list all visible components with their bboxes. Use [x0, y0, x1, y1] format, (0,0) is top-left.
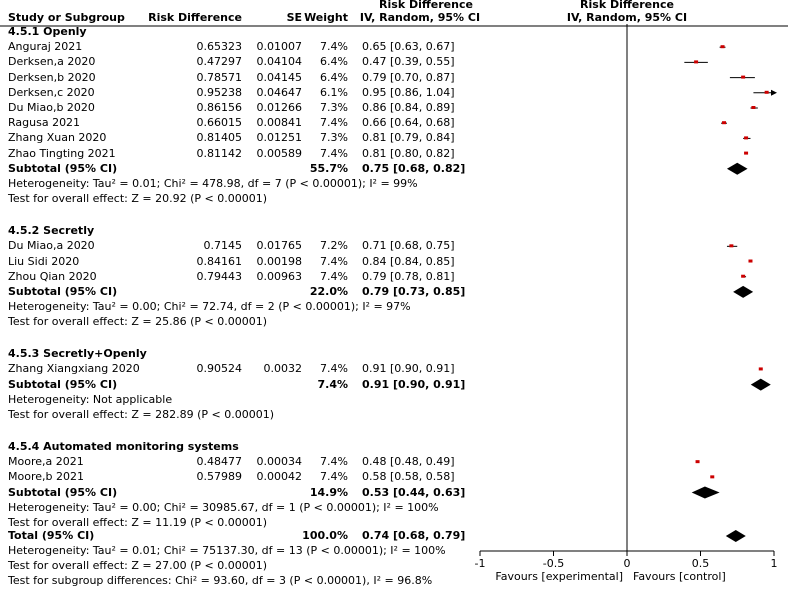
study-se: 0.04104 — [256, 55, 302, 69]
study-weight: 7.3% — [320, 131, 348, 145]
study-name: Ragusa 2021 — [8, 116, 81, 130]
subtotal-diamond-3 — [692, 487, 720, 499]
study-name: Zhang Xiangxiang 2020 — [8, 362, 140, 376]
study-rd: 0.57989 — [196, 470, 242, 484]
study-name: Zhang Xuan 2020 — [8, 131, 107, 145]
subtotal-weight: 22.0% — [309, 284, 348, 298]
x-tick-label: 0.5 — [691, 557, 710, 570]
study-name: Zhao Tingting 2021 — [8, 146, 116, 160]
study-rd: 0.81405 — [196, 131, 242, 145]
header-right-top: Risk Difference — [580, 0, 674, 11]
study-rd: 0.86156 — [196, 101, 242, 114]
header-weight: Weight — [304, 11, 348, 24]
study-se: 0.00198 — [256, 254, 302, 268]
study-rd: 0.79443 — [196, 269, 242, 283]
point-estimate-5 — [722, 121, 726, 124]
point-estimate-0 — [721, 45, 725, 48]
point-estimate-8 — [729, 244, 733, 247]
header-plot-ci: IV, Random, 95% CI — [566, 11, 688, 24]
study-ci: 0.58 [0.58, 0.58] — [362, 470, 455, 484]
study-ci: 0.66 [0.64, 0.68] — [362, 116, 455, 130]
study-name: Moore,b 2021 — [8, 470, 84, 484]
study-name: Du Miao,b 2020 — [8, 101, 95, 114]
point-estimate-4 — [751, 106, 755, 109]
study-weight: 7.2% — [320, 239, 348, 253]
point-estimate-2 — [741, 76, 745, 79]
subtotal-ci: 0.79 [0.73, 0.85] — [362, 284, 466, 298]
x-tick-label: 1 — [770, 557, 778, 570]
subtotal-weight: 14.9% — [309, 485, 348, 499]
subgroup-differences: Test for subgroup differences: Chi² = 93.60, df = 3 (P < 0.00001), I² = 96.8% — [8, 574, 433, 587]
point-estimate-3 — [765, 91, 769, 94]
subtotal-ci: 0.53 [0.44, 0.63] — [362, 485, 466, 499]
subtotal-label: Subtotal (95% CI) — [8, 161, 118, 175]
study-rd: 0.95238 — [196, 85, 242, 99]
header-left-top: Risk Difference — [379, 0, 473, 11]
study-se: 0.01266 — [256, 101, 302, 114]
heterogeneity-text: Heterogeneity: Tau² = 0.00; Chi² = 30985.67, df = 1 (P < 0.00001); I² = 100% — [8, 500, 439, 514]
subgroup-title: 4.5.4 Automated monitoring systems — [8, 439, 239, 453]
study-rd: 0.66015 — [196, 116, 242, 130]
subgroup-title: 4.5.3 Secretly+Openly — [8, 347, 147, 361]
study-se: 0.01007 — [256, 40, 302, 54]
subtotal-weight: 55.7% — [309, 161, 348, 175]
favours-experimental-label: Favours [experimental] — [495, 570, 623, 583]
favours-control-label: Favours [control] — [633, 570, 726, 583]
x-tick-label: -1 — [474, 557, 486, 570]
study-se: 0.04647 — [256, 85, 302, 99]
point-estimate-11 — [759, 367, 763, 370]
study-weight: 7.4% — [320, 362, 348, 376]
study-ci: 0.79 [0.78, 0.81] — [362, 269, 455, 283]
subtotal-ci: 0.75 [0.68, 0.82] — [362, 161, 466, 175]
point-estimate-13 — [710, 475, 714, 478]
subtotal-diamond-1 — [733, 286, 753, 298]
study-rd: 0.47297 — [196, 55, 242, 69]
total-diamond — [726, 530, 746, 542]
study-name: Moore,a 2021 — [8, 455, 84, 469]
heterogeneity-text: Heterogeneity: Not applicable — [8, 392, 173, 406]
total-ci: 0.74 [0.68, 0.79] — [362, 529, 466, 542]
study-name: Du Miao,a 2020 — [8, 239, 95, 253]
point-estimate-12 — [696, 460, 700, 463]
total-heterogeneity: Heterogeneity: Tau² = 0.01; Chi² = 75137.30, df = 13 (P < 0.00001); I² = 100% — [8, 544, 446, 557]
subtotal-label: Subtotal (95% CI) — [8, 377, 118, 391]
point-estimate-9 — [748, 260, 752, 263]
study-weight: 7.4% — [320, 455, 348, 469]
study-ci: 0.84 [0.84, 0.85] — [362, 254, 455, 268]
study-se: 0.00963 — [256, 269, 302, 283]
point-estimate-1 — [694, 60, 698, 63]
study-name: Derksen,b 2020 — [8, 70, 96, 84]
point-estimate-6 — [744, 136, 748, 139]
study-rd: 0.90524 — [196, 362, 242, 376]
ci-arrow-3 — [771, 90, 777, 96]
study-ci: 0.79 [0.70, 0.87] — [362, 70, 455, 84]
header-rd: Risk Difference — [148, 11, 242, 24]
study-weight: 7.4% — [320, 269, 348, 283]
point-estimate-7 — [744, 152, 748, 155]
study-se: 0.04145 — [256, 70, 302, 84]
study-ci: 0.47 [0.39, 0.55] — [362, 55, 455, 69]
subtotal-weight: 7.4% — [317, 377, 348, 391]
study-name: Liu Sidi 2020 — [8, 254, 80, 268]
study-se: 0.00042 — [256, 470, 302, 484]
study-weight: 7.4% — [320, 146, 348, 160]
overall-effect-text: Test for overall effect: Z = 282.89 (P < 0.00001) — [8, 408, 274, 422]
heterogeneity-text: Heterogeneity: Tau² = 0.01; Chi² = 478.98, df = 7 (P < 0.00001); I² = 99% — [8, 177, 418, 190]
study-ci: 0.48 [0.48, 0.49] — [362, 455, 455, 469]
study-rd: 0.84161 — [196, 254, 242, 268]
subgroup-title: 4.5.2 Secretly — [8, 224, 95, 238]
study-weight: 6.1% — [320, 85, 348, 99]
study-weight: 7.4% — [320, 40, 348, 54]
study-rd: 0.78571 — [196, 70, 242, 84]
study-rd: 0.48477 — [196, 455, 242, 469]
study-se: 0.01765 — [256, 239, 302, 253]
study-rd: 0.7145 — [203, 239, 242, 253]
study-ci: 0.65 [0.63, 0.67] — [362, 40, 455, 54]
subtotal-ci: 0.91 [0.90, 0.91] — [362, 377, 466, 391]
total-label: Total (95% CI) — [8, 529, 95, 542]
study-se: 0.01251 — [256, 131, 302, 145]
overall-effect-text: Test for overall effect: Z = 11.19 (P < 0.00001) — [8, 515, 267, 529]
study-weight: 7.4% — [320, 470, 348, 484]
study-weight: 7.4% — [320, 254, 348, 268]
subtotal-diamond-2 — [751, 379, 771, 391]
heterogeneity-text: Heterogeneity: Tau² = 0.00; Chi² = 72.74, df = 2 (P < 0.00001); I² = 97% — [8, 300, 411, 314]
subgroup-title: 4.5.1 Openly — [8, 25, 87, 38]
subtotal-label: Subtotal (95% CI) — [8, 284, 118, 298]
point-estimate-10 — [741, 275, 745, 278]
study-se: 0.00034 — [256, 455, 302, 469]
x-tick-label: 0 — [623, 557, 631, 570]
study-se: 0.0032 — [263, 362, 302, 376]
header-study: Study or Subgroup — [8, 11, 125, 24]
total-weight: 100.0% — [302, 529, 348, 542]
study-weight: 6.4% — [320, 70, 348, 84]
study-weight: 6.4% — [320, 55, 348, 69]
study-se: 0.00589 — [256, 146, 302, 160]
total-overall-effect: Test for overall effect: Z = 27.00 (P < 0.00001) — [8, 559, 267, 572]
subtotal-label: Subtotal (95% CI) — [8, 485, 118, 499]
study-rd: 0.81142 — [196, 146, 242, 160]
subtotal-diamond-0 — [727, 163, 748, 175]
study-ci: 0.91 [0.90, 0.91] — [362, 362, 455, 376]
study-name: Zhou Qian 2020 — [8, 269, 97, 283]
study-name: Anguraj 2021 — [8, 40, 83, 54]
overall-effect-text: Test for overall effect: Z = 25.86 (P < 0.00001) — [8, 315, 267, 329]
study-se: 0.00841 — [256, 116, 302, 130]
study-name: Derksen,a 2020 — [8, 55, 96, 69]
overall-effect-text: Test for overall effect: Z = 20.92 (P < 0.00001) — [8, 192, 267, 206]
study-ci: 0.71 [0.68, 0.75] — [362, 239, 455, 253]
study-ci: 0.95 [0.86, 1.04] — [362, 85, 455, 99]
study-weight: 7.3% — [320, 101, 348, 114]
study-weight: 7.4% — [320, 116, 348, 130]
x-tick-label: -0.5 — [542, 557, 565, 570]
study-ci: 0.86 [0.84, 0.89] — [362, 101, 455, 114]
study-name: Derksen,c 2020 — [8, 85, 95, 99]
study-ci: 0.81 [0.79, 0.84] — [362, 131, 455, 145]
study-ci: 0.81 [0.80, 0.82] — [362, 146, 455, 160]
header-ci: IV, Random, 95% CI — [359, 11, 481, 24]
study-rd: 0.65323 — [196, 40, 242, 54]
header-se: SE — [286, 11, 302, 24]
